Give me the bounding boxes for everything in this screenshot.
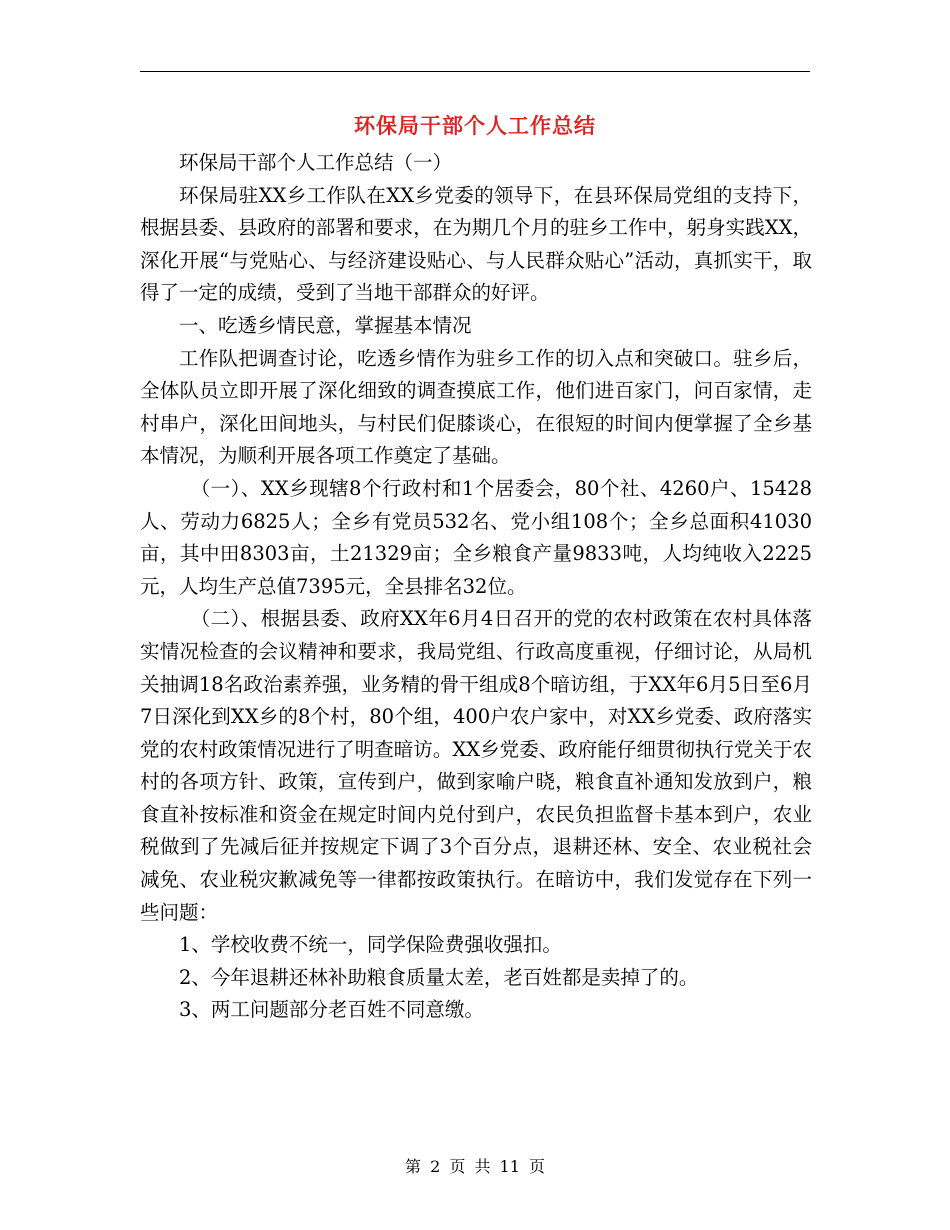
list-item: 2、今年退耕还林补助粮食质量太差，老百姓都是卖掉了的。 — [179, 965, 699, 989]
section-heading: 一、吃透乡情民意，掌握基本情况 — [179, 313, 472, 337]
document-title: 环保局干部个人工作总结 — [354, 114, 596, 138]
intro-paragraph: 环保局驻XX乡工作队在XX乡党委的领导下，在县环保局党组的支持下，根据县委、县政府的部署和要求，在为期几个月的驻乡工作中，躬身实践XX，深化开展“与党贴心、与经济建设贴心、与人民群众贴心”活动，真抓实干，取得了一定的成绩，受到了当地干部群众的好评。 — [140, 183, 812, 305]
body-paragraph: （二）、根据县委、政府XX年6月4日召开的党的农村政策在农村具体落实情况检查的会议精神和要求，我局党组、行政高度重视，仔细讨论，从局机关抽调18名政治素养强，业务精的骨干组成8个暗访组，于XX年6月5日至6月7日深化到XX乡的8个村，80个组，400户农户家中，对XX乡党委、政府落实党的农村政策情况进行了明查暗访。XX乡党委、政府能仔细贯彻执行党关于农村的各项方针、政策，宣传到户，做到家喻户晓，粮食直补通知发放到户，粮食直补按标准和资金在规定时间内兑付到户，农民负担监督卡基本到户，农业税做到了先减后征并按规定下调了3个百分点，退耕还林、安全、农业税社会减免、农业税灾歉减免等一律都按政策执行。在暗访中，我们发觉存在下列一些问题： — [140, 607, 812, 924]
list-item: 1、学校收费不统一，同学保险费强收强扣。 — [179, 933, 562, 957]
body-paragraph: 工作队把调查讨论，吃透乡情作为驻乡工作的切入点和突破口。驻乡后，全体队员立即开展了深化细致的调查摸底工作，他们进百家门，问百家情，走村串户，深化田间地头，与村民们促膝谈心，在很短的时间内便掌握了全乡基本情况，为顺利开展各项工作奠定了基础。 — [140, 346, 812, 468]
document-body — [140, 147, 812, 1027]
header-rule — [140, 71, 810, 72]
body-paragraph: （一）、XX乡现辖8个行政村和1个居委会，80个社、4260户、15428人、劳动力6825人；全乡有党员532名、党小组108个；全乡总面积41030亩，其中田8303亩，土21329亩；全乡粮食产量9833吨，人均纯收入2225元，人均生产总值7395元，全县排名32位。 — [140, 476, 812, 598]
list-item: 3、两工问题部分老百姓不同意缴。 — [179, 998, 484, 1022]
section-subtitle: 环保局干部个人工作总结（一） — [179, 151, 453, 174]
page-footer: 第 2 页 共 11 页 — [405, 1157, 545, 1176]
